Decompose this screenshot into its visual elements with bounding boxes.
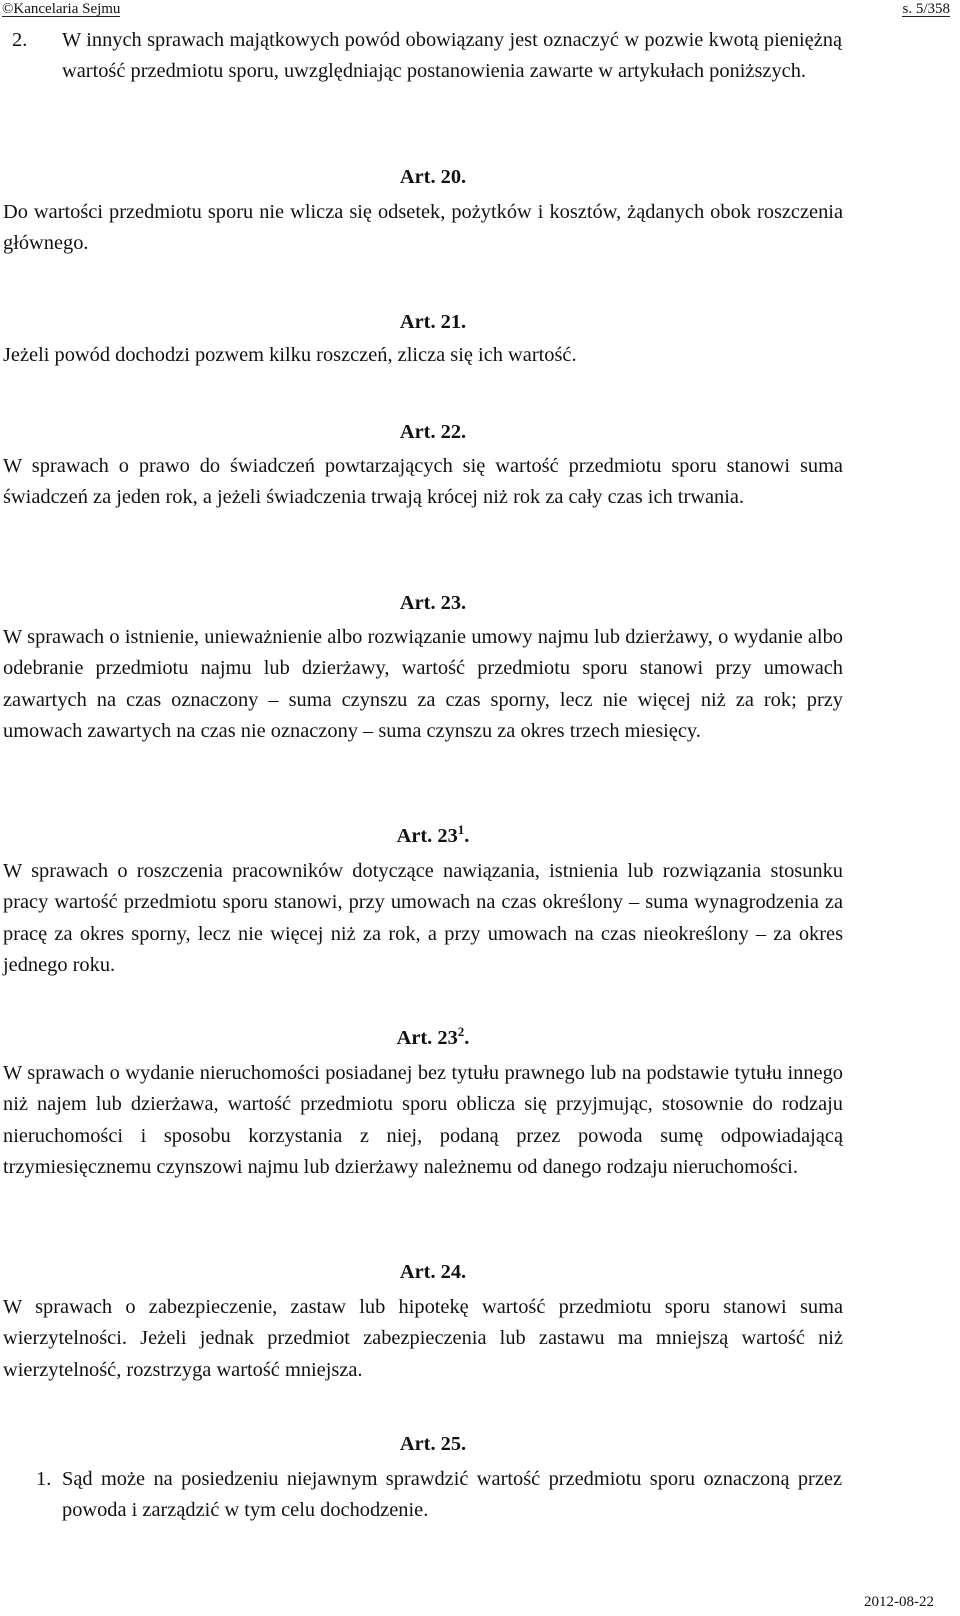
article-text: Jeżeli powód dochodzi pozwem kilku roszczeń, zlicza się ich wartość.	[3, 344, 577, 366]
paragraph-text: W innych sprawach majątkowych powód obowiązany jest oznaczyć w pozwie kwotą pieniężną wartość przedmiotu sporu, uwzględniając postanowienia zawarte w artykułach poniższych.	[62, 29, 842, 83]
article-title-end: .	[464, 1027, 470, 1049]
article-title	[0, 824, 866, 848]
article-title	[0, 1026, 866, 1050]
article-title: Art. 20.	[399, 166, 467, 188]
article-text: W sprawach o istnienie, unieważnienie albo rozwiązanie umowy najmu lub dzierżawy, o wydanie albo odebranie przedmiotu najmu lub dzierżawy, wartość przedmiotu sporu stanowi przy umowach zawartych na czas oznaczony – suma czynszu za czas sporny, lecz nie więcej niż za rok; przy umowach zawartych na czas nie oznaczony – suma czynszu za okres trzech miesięcy.	[3, 626, 843, 743]
header-page-number: s. 5/358	[902, 1, 950, 17]
header-copyright: ©Kancelaria Sejmu	[2, 1, 121, 17]
article-text: W sprawach o prawo do świadczeń powtarzających się wartość przedmiotu sporu stanowi suma świadczeń za jeden rok, a jeżeli świadczenia trwają krócej niż rok za cały czas ich trwania.	[3, 455, 843, 509]
article-title: Art. 24.	[399, 1261, 467, 1283]
article-title-text: Art. 23	[396, 825, 458, 847]
article-text: Do wartości przedmiotu sporu nie wlicza się odsetek, pożytków i kosztów, żądanych obok roszczenia głównego.	[3, 201, 843, 255]
article-title: Art. 23.	[399, 592, 467, 614]
paragraph-number: 1.	[36, 1468, 52, 1490]
paragraph-number: 2.	[12, 29, 28, 51]
footer-date: 2012-08-22	[864, 1594, 934, 1610]
article-title: Art. 22.	[399, 421, 467, 443]
article-title: Art. 21.	[399, 311, 467, 333]
article-text: W sprawach o wydanie nieruchomości posiadanej bez tytułu prawnego lub na podstawie tytułu innego niż najem lub dzierżawa, wartość przedmiotu sporu oblicza się przyjmując, stosownie do rodzaju nieruchomości i sposobu korzystania z niej, podaną przez powoda sumę odpowiadającą trzymiesięcznemu czynszowi najmu lub dzierżawy należnemu od danego rodzaju nieruchomości.	[3, 1062, 843, 1179]
article-title-superscript: 2	[457, 1024, 465, 1039]
article-text: W sprawach o roszczenia pracowników dotyczące nawiązania, istnienia lub rozwiązania stosunku pracy wartość przedmiotu sporu stanowi, przy umowach na czas określony – suma wynagrodzenia za pracę za okres sporny, lecz nie więcej niż za rok, a przy umowach na czas nieokreślony – za okres jednego roku.	[3, 860, 843, 977]
article-title-superscript: 1	[457, 822, 465, 837]
article-title-end: .	[464, 825, 470, 847]
article-text: W sprawach o zabezpieczenie, zastaw lub hipotekę wartość przedmiotu sporu stanowi suma wierzytelności. Jeżeli jednak przedmiot zabezpieczenia lub zastawu ma mniejszą wartość niż wierzytelność, rozstrzyga wartość mniejsza.	[3, 1296, 843, 1381]
article-title-text: Art. 23	[396, 1027, 458, 1049]
paragraph-text: Sąd może na posiedzeniu niejawnym sprawdzić wartość przedmiotu sporu oznaczoną przez powoda i zarządzić w tym celu dochodzenie.	[62, 1468, 842, 1522]
article-title: Art. 25.	[399, 1433, 467, 1455]
